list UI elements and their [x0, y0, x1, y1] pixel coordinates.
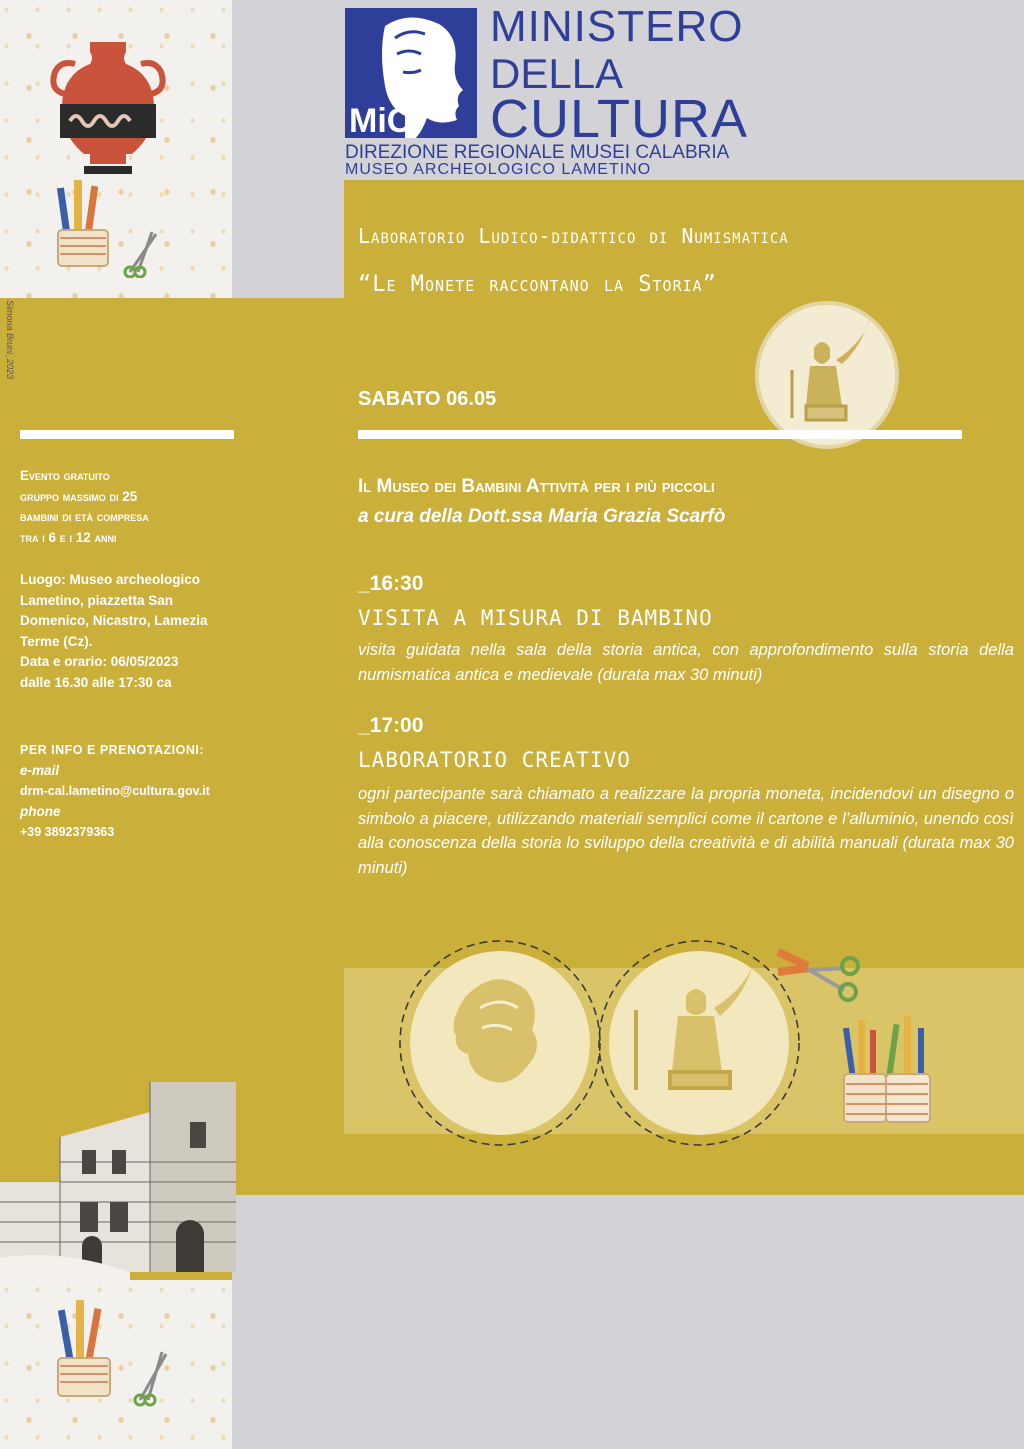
location-line: Lametino, piazzetta San	[20, 592, 174, 608]
ministry-line2: DELLA	[490, 50, 624, 97]
museum-name: MUSEO ARCHEOLOGICO LAMETINO	[345, 161, 652, 178]
schedule-time-2: _17:00	[358, 714, 424, 737]
location-block	[20, 570, 232, 693]
regional-direction: DIREZIONE REGIONALE MUSEI CALABRIA	[345, 142, 730, 163]
ministry-logo-box	[345, 8, 477, 138]
gray-block-bottom	[344, 1195, 1024, 1449]
schedule-title-2: LABORATORIO CREATIVO	[358, 748, 631, 772]
program-heading: Il Museo dei Bambini Attività per i più piccoli	[358, 476, 715, 497]
schedule-desc-1: visita guidata nella sala della storia antica, con approfondimento sulla storia della numismatica antica e medievale (durata max 30 minuti)	[358, 641, 1014, 684]
gray-corner	[232, 180, 344, 298]
scissors-icon	[122, 228, 166, 278]
location-line: Terme (Cz).	[20, 633, 93, 649]
coins-pair-image	[396, 936, 806, 1150]
logo-abbr: MiC	[349, 102, 412, 140]
author-credit: Simona Bruni_2023	[5, 300, 15, 380]
divider-main	[358, 430, 962, 439]
event-title-line1: Laboratorio Ludico-didattico di Numismatica	[358, 224, 789, 248]
schedule-desc-2: ogni partecipante sarà chiamato a realizzare la propria moneta, incidendovi un disegno o simbolo a piacere, utilizzando materiali semplici come il cartone e l’alluminio, unendo così alla conoscenza della storia lo sviluppo della creatività e di abilità manuali (durata max 30 minuti)	[358, 785, 1014, 877]
location-line: Domenico, Nicastro, Lamezia	[20, 613, 208, 628]
event-date: SABATO 06.05	[358, 388, 497, 410]
gray-strip-bottom-left	[232, 1195, 344, 1449]
coin-nike-icon	[752, 300, 902, 450]
pencil-cups-bottom-right-icon	[838, 1010, 938, 1126]
location-line: dalle 16.30 alle 17:30 ca	[20, 674, 172, 690]
scissors-bottom-icon	[132, 1348, 176, 1408]
museum-building-image	[0, 1082, 236, 1282]
ministry-line3: CULTURA	[490, 89, 749, 149]
contact-block	[20, 740, 240, 843]
phone-label: phone	[20, 803, 61, 819]
info-heading: PER INFO E PRENOTAZIONI:	[20, 743, 204, 757]
event-title-line2: “Le Monete raccontano la Storia”	[358, 272, 717, 297]
event-info-line: gruppo massimo di 25	[20, 488, 138, 504]
event-info-line: bambini di età compresa	[20, 509, 149, 524]
program-curator: a cura della Dott.ssa Maria Grazia Scarfò	[358, 506, 726, 527]
event-info-block	[20, 466, 230, 548]
location-line: Data e orario: 06/05/2023	[20, 654, 179, 669]
divider-side	[20, 430, 234, 439]
pencil-cup-icon	[52, 180, 122, 270]
pencil-cup-bottom-icon	[52, 1300, 122, 1400]
phone-number[interactable]: +39 3892379363	[20, 825, 115, 839]
schedule-title-1: VISITA A MISURA DI BAMBINO	[358, 606, 713, 630]
email-link[interactable]: drm-cal.lametino@cultura.gov.it	[20, 784, 210, 798]
ministry-line1: MINISTERO	[490, 2, 744, 51]
location-line: Luogo: Museo archeologico	[20, 572, 201, 587]
scissors-large-icon	[774, 942, 860, 1010]
event-info-line: tra i 6 e i 12 anni	[20, 529, 117, 545]
schedule-time-1: _16:30	[358, 572, 424, 595]
email-label: e-mail	[20, 762, 60, 778]
event-info-line: Evento gratuito	[20, 468, 110, 483]
amphora-icon	[48, 36, 168, 176]
